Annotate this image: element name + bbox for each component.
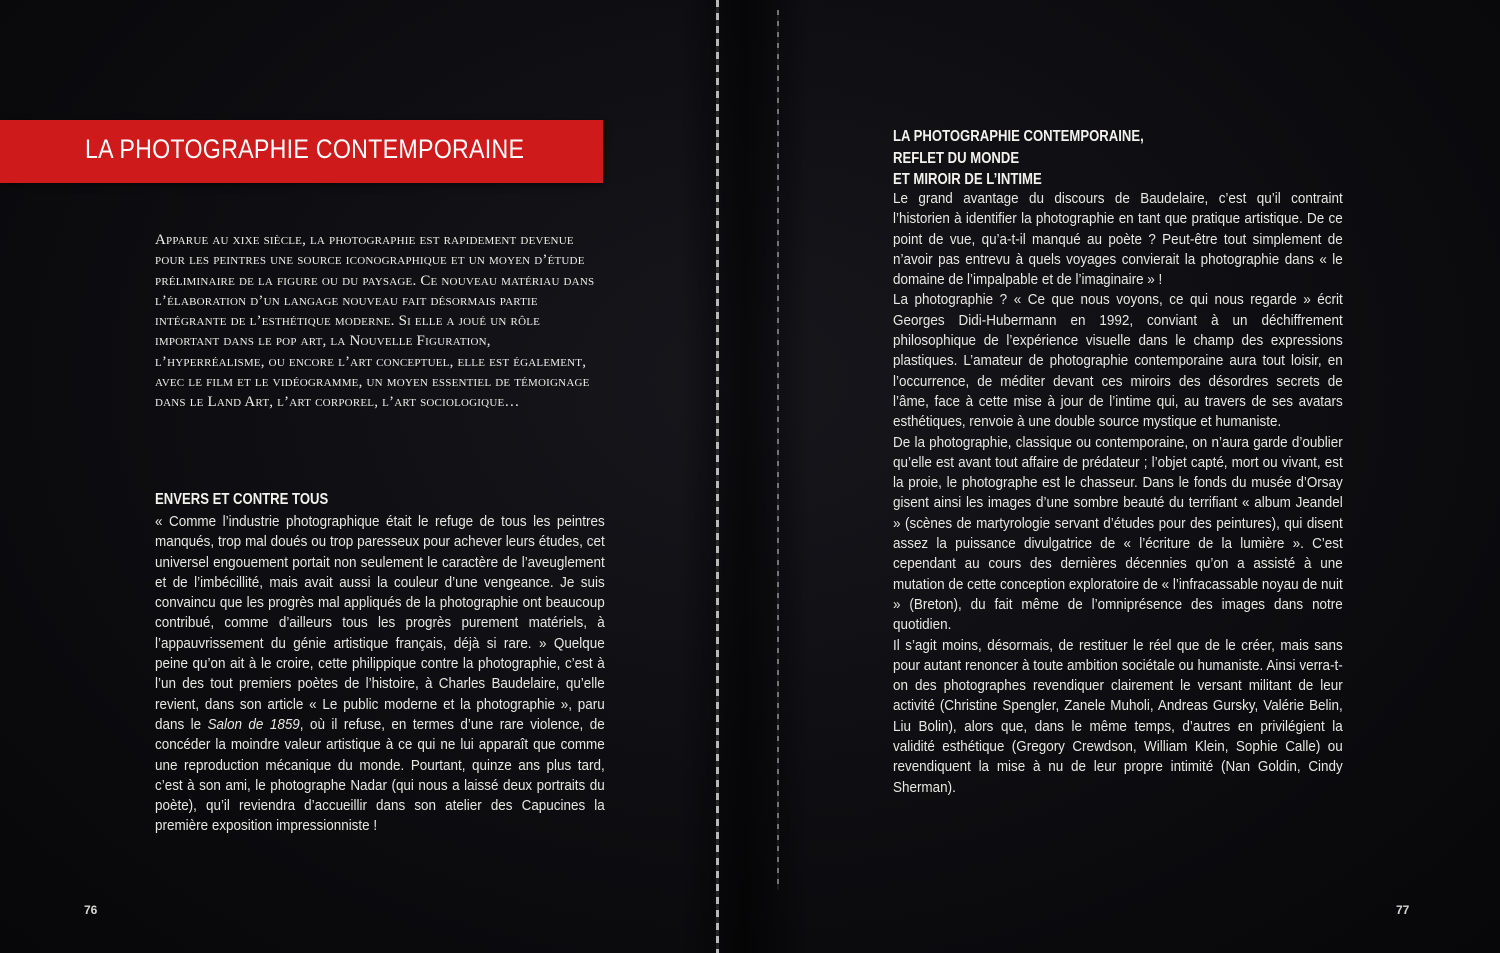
heading-line: REFLET DU MONDE (893, 149, 1020, 167)
page-number-left: 76 (84, 903, 98, 917)
paragraph: Le grand avantage du discours de Baudelaire, c’est qu’il contraint l’historien à identifier la photographie en tant que pratique artistique. De ce point de vue, qu’a-t-il manqué au poète ? Peut-être tout simplement de n’avoir pas entrevu à quels voyages convierait la photographie dans « le domaine de l’impalpable et de l’imaginaire » ! (893, 191, 1343, 289)
chapter-title-band (0, 120, 603, 183)
left-page (0, 0, 738, 953)
body-text-left (155, 512, 605, 837)
paragraph: La photographie ? « Ce que nous voyons, ce qui nous regarde » écrit Georges Didi-Hubermann en 1992, conviant à un déchiffrement philosophique de l’expérience visuelle dans le champ des expressions plastiques. L’amateur de photographie contemporaine aura tout loisir, en l’occurrence, de méditer devant ces miroirs des désordres secrets de l’âme, face à cette mise à jour de l’intime qui, au travers de ses avatars esthétiques, renvoie à une double source mystique et humaniste. (893, 292, 1343, 431)
work-title: Salon de 1859 (207, 716, 300, 733)
spine-light-streak (777, 10, 779, 890)
paragraph: Il s’agit moins, désormais, de restituer le réel que de le créer, mais sans pour autant renoncer à toute ambition sociétale ou humaniste. Ainsi verra-t-on des photographes revendiquer clairement le versant militant de leur activité (Christine Spengler, Zanele Muholi, Andreas Gursky, Valérie Belin, Liu Bolin), alors que, dans le même temps, d’autres en privilégient la validité esthétique (Gregory Crewdson, William Klein, Sophie Calle) ou revendiquent la mise à nu de leur propre intimité (Nan Goldin, Cindy Sherman). (893, 637, 1343, 796)
page-number-right: 77 (1396, 903, 1410, 917)
spine-light-streak (716, 0, 719, 953)
paragraph: De la photographie, classique ou contemporaine, on n’aura garde d’oublier qu’elle est avant tout affaire de prédateur ; l’objet capté, mort ou vivant, est la proie, le photographe est le chasseur. Dans le fonds du musée d’Orsay gisent ainsi les images d’une sombre beauté du terrifiant « album Jeandel » (scènes de martyrologie servant d’études pour des peintures), qui disent assez la puissance divulgatrice de « l’écriture de la lumière ». C’est cependant au cours des dernières décennies qu’on a assisté à une mutation de cette conception exploratoire de « l’infracassable noyau de nuit » (Breton), du fait même de l’omniprésence des images dans notre quotidien. (893, 434, 1343, 634)
right-heading (893, 126, 1293, 191)
body-text-segment: « Comme l’industrie photographique était le refuge de tous les peintres manqués, trop mal doués ou trop paresseux pour achever leurs études, cet universel engouement portait non seulement le caractère de l’aveuglement et de l’imbécillité, mais avait aussi la couleur d’une vengeance. Je suis convaincu que les progrès mal appliqués de la photographie ont beaucoup contribué, comme d’ailleurs tous les progrès purement matériels, à l’appauvrissement du génie artistique français, déjà si rare. » Quelque peine qu’on ait à le croire, cette philippique contre la photographie, c’est à l’un des tout premiers poètes de l’histoire, à Charles Baudelaire, qu’elle revient, dans son article « Le public moderne et la photographie », paru dans le (155, 514, 605, 733)
body-text-segment: , où il refuse, en termes d’une rare violence, de concéder la moindre valeur artistique à ce qui ne lui apparaît que comme une reproduction mécanique du monde. Pourtant, quinze ans plus tard, c’est à son ami, le photographe Nadar (qui nous a laissé deux portraits du poète), qu’il reviendra d’accueillir dans son atelier des Capucines la première exposition impressionniste ! (155, 716, 605, 835)
intro-paragraph: Apparue au xixe siècle, la photographie est rapidement devenue pour les peintres une source iconographique et un moyen d’étude préliminaire de la figure ou du paysage. Ce nouveau matériau dans l’élaboration d’un langage nouveau fait désormais partie intégrante de l’esthétique moderne. Si elle a joué un rôle important dans le pop art, la Nouvelle Figuration, l’hyperréalisme, ou encore l’art conceptuel, elle est également, avec le film et le vidéogramme, un moyen essentiel de témoignage dans le Land Art, l’art corporel, l’art sociologique… (155, 232, 595, 411)
heading-line: ET MIROIR DE L’INTIME (893, 171, 1042, 188)
heading-line: LA PHOTOGRAPHIE CONTEMPORAINE, (893, 128, 1144, 145)
chapter-title: LA PHOTOGRAPHIE CONTEMPORAINE (85, 134, 525, 164)
section-heading: ENVERS ET CONTRE TOUS (155, 491, 329, 508)
body-text-right (893, 189, 1343, 798)
right-page (738, 0, 1500, 953)
gutter-shadow (680, 0, 810, 953)
